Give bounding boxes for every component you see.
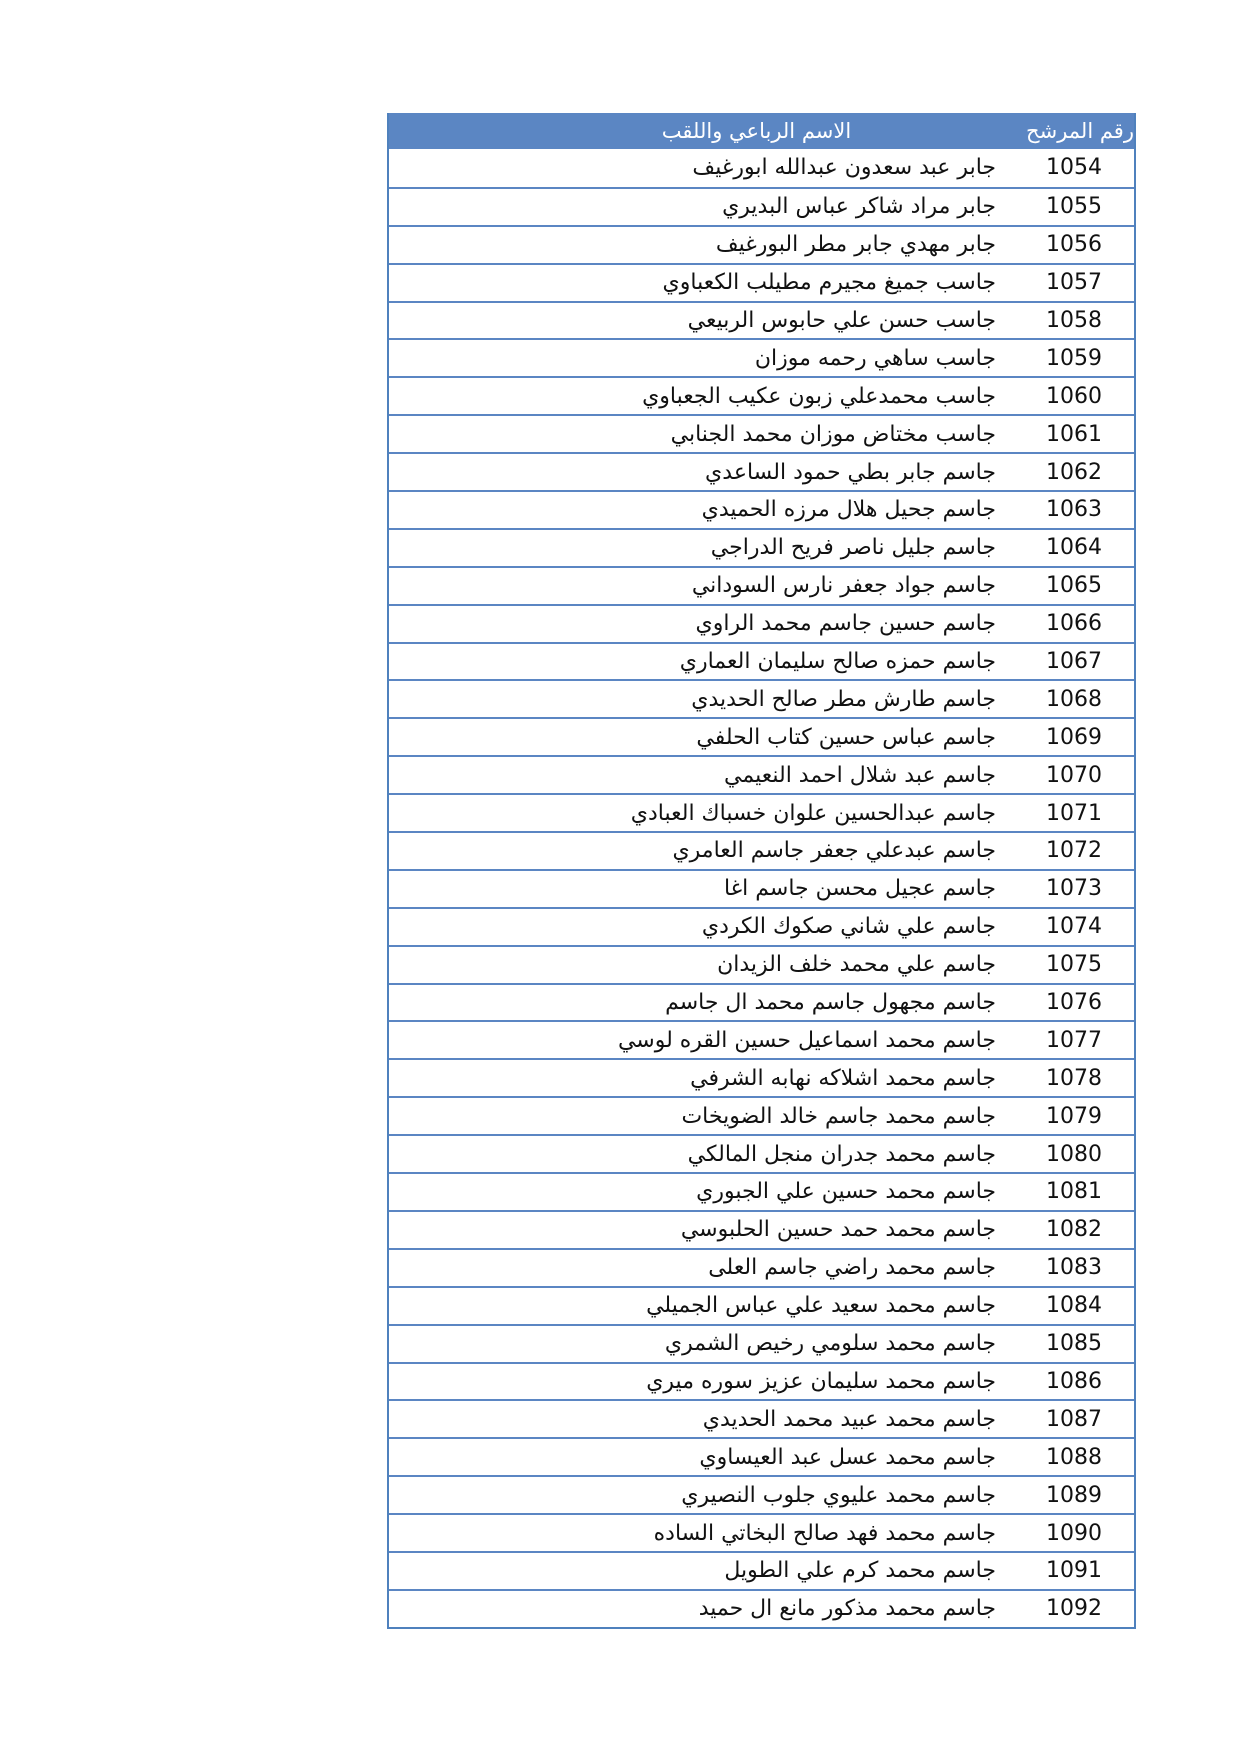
table-row — [389, 869, 1134, 907]
candidate-name: جاسم محمد سلومي رخيص الشمري — [664, 1331, 996, 1357]
candidate-number: 1070 — [1046, 762, 1102, 788]
table-row — [389, 452, 1134, 490]
table-row — [389, 1362, 1134, 1400]
candidate-number: 1084 — [1046, 1293, 1102, 1319]
candidate-number: 1091 — [1046, 1558, 1102, 1584]
table-row — [389, 1210, 1134, 1248]
candidate-name: جاسم محمد جاسم خالد الضويخات — [681, 1103, 996, 1129]
candidate-name: جاسم عبدعلي جعفر جاسم العامري — [672, 838, 996, 864]
candidate-number: 1063 — [1046, 497, 1102, 523]
table-row — [389, 907, 1134, 945]
table-row — [389, 1248, 1134, 1286]
table-row — [389, 1551, 1134, 1589]
candidate-name: جاسم جليل ناصر فريح الدراجي — [710, 535, 996, 561]
table-row — [389, 1513, 1134, 1551]
table-row — [389, 679, 1134, 717]
table-row — [389, 187, 1134, 225]
table-row — [389, 755, 1134, 793]
candidate-name: جاسم جابر بطي حمود الساعدي — [705, 459, 996, 485]
table-row — [389, 1134, 1134, 1172]
candidate-number: 1056 — [1046, 232, 1102, 258]
table-row — [389, 1096, 1134, 1134]
candidate-name: جاسم مجهول جاسم محمد ال جاسم — [665, 990, 996, 1016]
candidate-name: جاسم جواد جعفر نارس السوداني — [691, 573, 996, 599]
candidate-number: 1080 — [1046, 1141, 1102, 1167]
candidate-number: 1072 — [1046, 838, 1102, 864]
candidate-number: 1066 — [1046, 611, 1102, 637]
candidate-number: 1059 — [1046, 345, 1102, 371]
table-row — [389, 149, 1134, 187]
candidate-name: جاسم علي محمد خلف الزيدان — [717, 952, 996, 978]
table-row — [389, 301, 1134, 339]
candidate-number: 1086 — [1046, 1368, 1102, 1394]
table-row — [389, 225, 1134, 263]
candidate-name: جاسم عجيل محسن جاسم اغا — [723, 876, 996, 902]
candidate-name: جاسم حسين جاسم محمد الراوي — [695, 611, 996, 637]
candidate-name: جاسب جميغ مجيرم مطيلب الكعباوي — [662, 270, 996, 296]
candidate-number: 1071 — [1046, 800, 1102, 826]
candidate-number: 1073 — [1046, 876, 1102, 902]
candidate-name: جاسم جحيل هلال مرزه الحميدي — [701, 497, 996, 523]
table-row — [389, 945, 1134, 983]
candidate-number: 1082 — [1046, 1217, 1102, 1243]
table-row — [389, 376, 1134, 414]
candidate-number: 1068 — [1046, 686, 1102, 712]
candidate-name: جاسم محمد اسماعيل حسين القره لوسي — [617, 1027, 996, 1053]
candidate-name: جاسم عباس حسين كتاب الحلفي — [696, 724, 996, 750]
table-row — [389, 566, 1134, 604]
table-row — [389, 604, 1134, 642]
table-row — [389, 1020, 1134, 1058]
table-row — [389, 414, 1134, 452]
table-row — [389, 528, 1134, 566]
candidate-number: 1065 — [1046, 573, 1102, 599]
candidate-number: 1064 — [1046, 535, 1102, 561]
table-row — [389, 717, 1134, 755]
table-row — [389, 1058, 1134, 1096]
table-body — [389, 149, 1134, 1627]
candidate-number: 1077 — [1046, 1027, 1102, 1053]
candidate-number: 1089 — [1046, 1482, 1102, 1508]
candidate-number: 1085 — [1046, 1331, 1102, 1357]
table-row — [389, 490, 1134, 528]
candidate-number: 1074 — [1046, 914, 1102, 940]
candidate-name: جاسم محمد سعيد علي عباس الجميلي — [646, 1293, 996, 1319]
table-row — [389, 263, 1134, 301]
candidate-number: 1087 — [1046, 1406, 1102, 1432]
table-row — [389, 1286, 1134, 1324]
candidate-name: جابر عبد سعدون عبدالله ابورغيف — [692, 155, 996, 181]
table-row — [389, 1399, 1134, 1437]
candidate-number: 1058 — [1046, 308, 1102, 333]
candidate-number: 1055 — [1046, 194, 1102, 220]
candidate-number: 1060 — [1046, 383, 1102, 409]
candidate-number: 1075 — [1046, 952, 1102, 978]
candidate-name: جاسب مختاض موزان محمد الجنابي — [670, 421, 996, 447]
candidate-number: 1067 — [1046, 649, 1102, 675]
candidate-name: جاسم محمد كرم علي الطويل — [724, 1558, 996, 1584]
candidate-number: 1092 — [1046, 1596, 1102, 1622]
candidate-number: 1090 — [1046, 1520, 1102, 1546]
header-number: رقم المرشح — [1026, 119, 1134, 143]
candidate-name: جاسم عبدالحسين علوان خسباك العبادي — [630, 800, 996, 826]
candidate-name: جاسم محمد سليمان عزيز سوره ميري — [646, 1368, 996, 1394]
candidate-name: جاسم محمد جدران منجل المالكي — [687, 1141, 996, 1167]
table-row — [389, 642, 1134, 680]
candidate-name: جاسم محمد فهد صالح البخاتي الساده — [653, 1520, 996, 1546]
table-row — [389, 1324, 1134, 1362]
table-row — [389, 338, 1134, 376]
table-row — [389, 1437, 1134, 1475]
candidate-number: 1069 — [1046, 724, 1102, 750]
candidate-number: 1088 — [1046, 1444, 1102, 1470]
table-row — [389, 1475, 1134, 1513]
table-row — [389, 831, 1134, 869]
candidate-number: 1062 — [1046, 459, 1102, 485]
candidate-name: جاسم محمد حمد حسين الحلبوسي — [680, 1217, 996, 1243]
candidate-name: جاسب حسن علي حابوس الربيعي — [687, 308, 996, 333]
table-row — [389, 1589, 1134, 1627]
candidate-name: جاسم محمد عسل عبد العيساوي — [699, 1444, 996, 1470]
candidate-name: جاسم محمد راضي جاسم العلى — [708, 1255, 996, 1281]
candidate-name: جاسم محمد عليوي جلوب النصيري — [681, 1482, 996, 1508]
table-row — [389, 793, 1134, 831]
candidate-name: جابر مراد شاكر عباس البديري — [722, 194, 996, 220]
candidate-name: جابر مهدي جابر مطر البورغيف — [715, 232, 996, 258]
candidate-name: جاسم حمزه صالح سليمان العماري — [679, 649, 996, 675]
candidate-name: جاسب ساهي رحمه موزان — [754, 345, 996, 371]
candidate-name: جاسم محمد حسين علي الجبوري — [696, 1179, 996, 1205]
candidate-name: جاسم محمد عبيد محمد الحديدي — [702, 1406, 996, 1432]
candidate-name: جاسم محمد مذكور مانع ال حميد — [698, 1596, 996, 1622]
candidate-number: 1061 — [1046, 421, 1102, 447]
candidate-name: جاسب محمدعلي زبون عكيب الجعباوي — [642, 383, 996, 409]
candidate-number: 1078 — [1046, 1065, 1102, 1091]
candidate-number: 1079 — [1046, 1103, 1102, 1129]
table-header — [389, 113, 1134, 149]
candidate-name: جاسم محمد اشلاكه نهابه الشرفي — [690, 1065, 996, 1091]
candidate-number: 1081 — [1046, 1179, 1102, 1205]
candidate-name: جاسم طارش مطر صالح الحديدي — [691, 686, 996, 712]
candidate-name: جاسم عبد شلال احمد النعيمي — [724, 762, 996, 788]
candidate-number: 1057 — [1046, 270, 1102, 296]
candidates-table — [387, 113, 1136, 1629]
candidate-number: 1076 — [1046, 990, 1102, 1016]
candidate-name: جاسم علي شاني صكوك الكردي — [701, 914, 996, 940]
table-row — [389, 983, 1134, 1021]
candidate-number: 1054 — [1046, 155, 1102, 181]
candidate-number: 1083 — [1046, 1255, 1102, 1281]
header-name: الاسم الرباعي واللقب — [661, 119, 852, 143]
table-row — [389, 1172, 1134, 1210]
